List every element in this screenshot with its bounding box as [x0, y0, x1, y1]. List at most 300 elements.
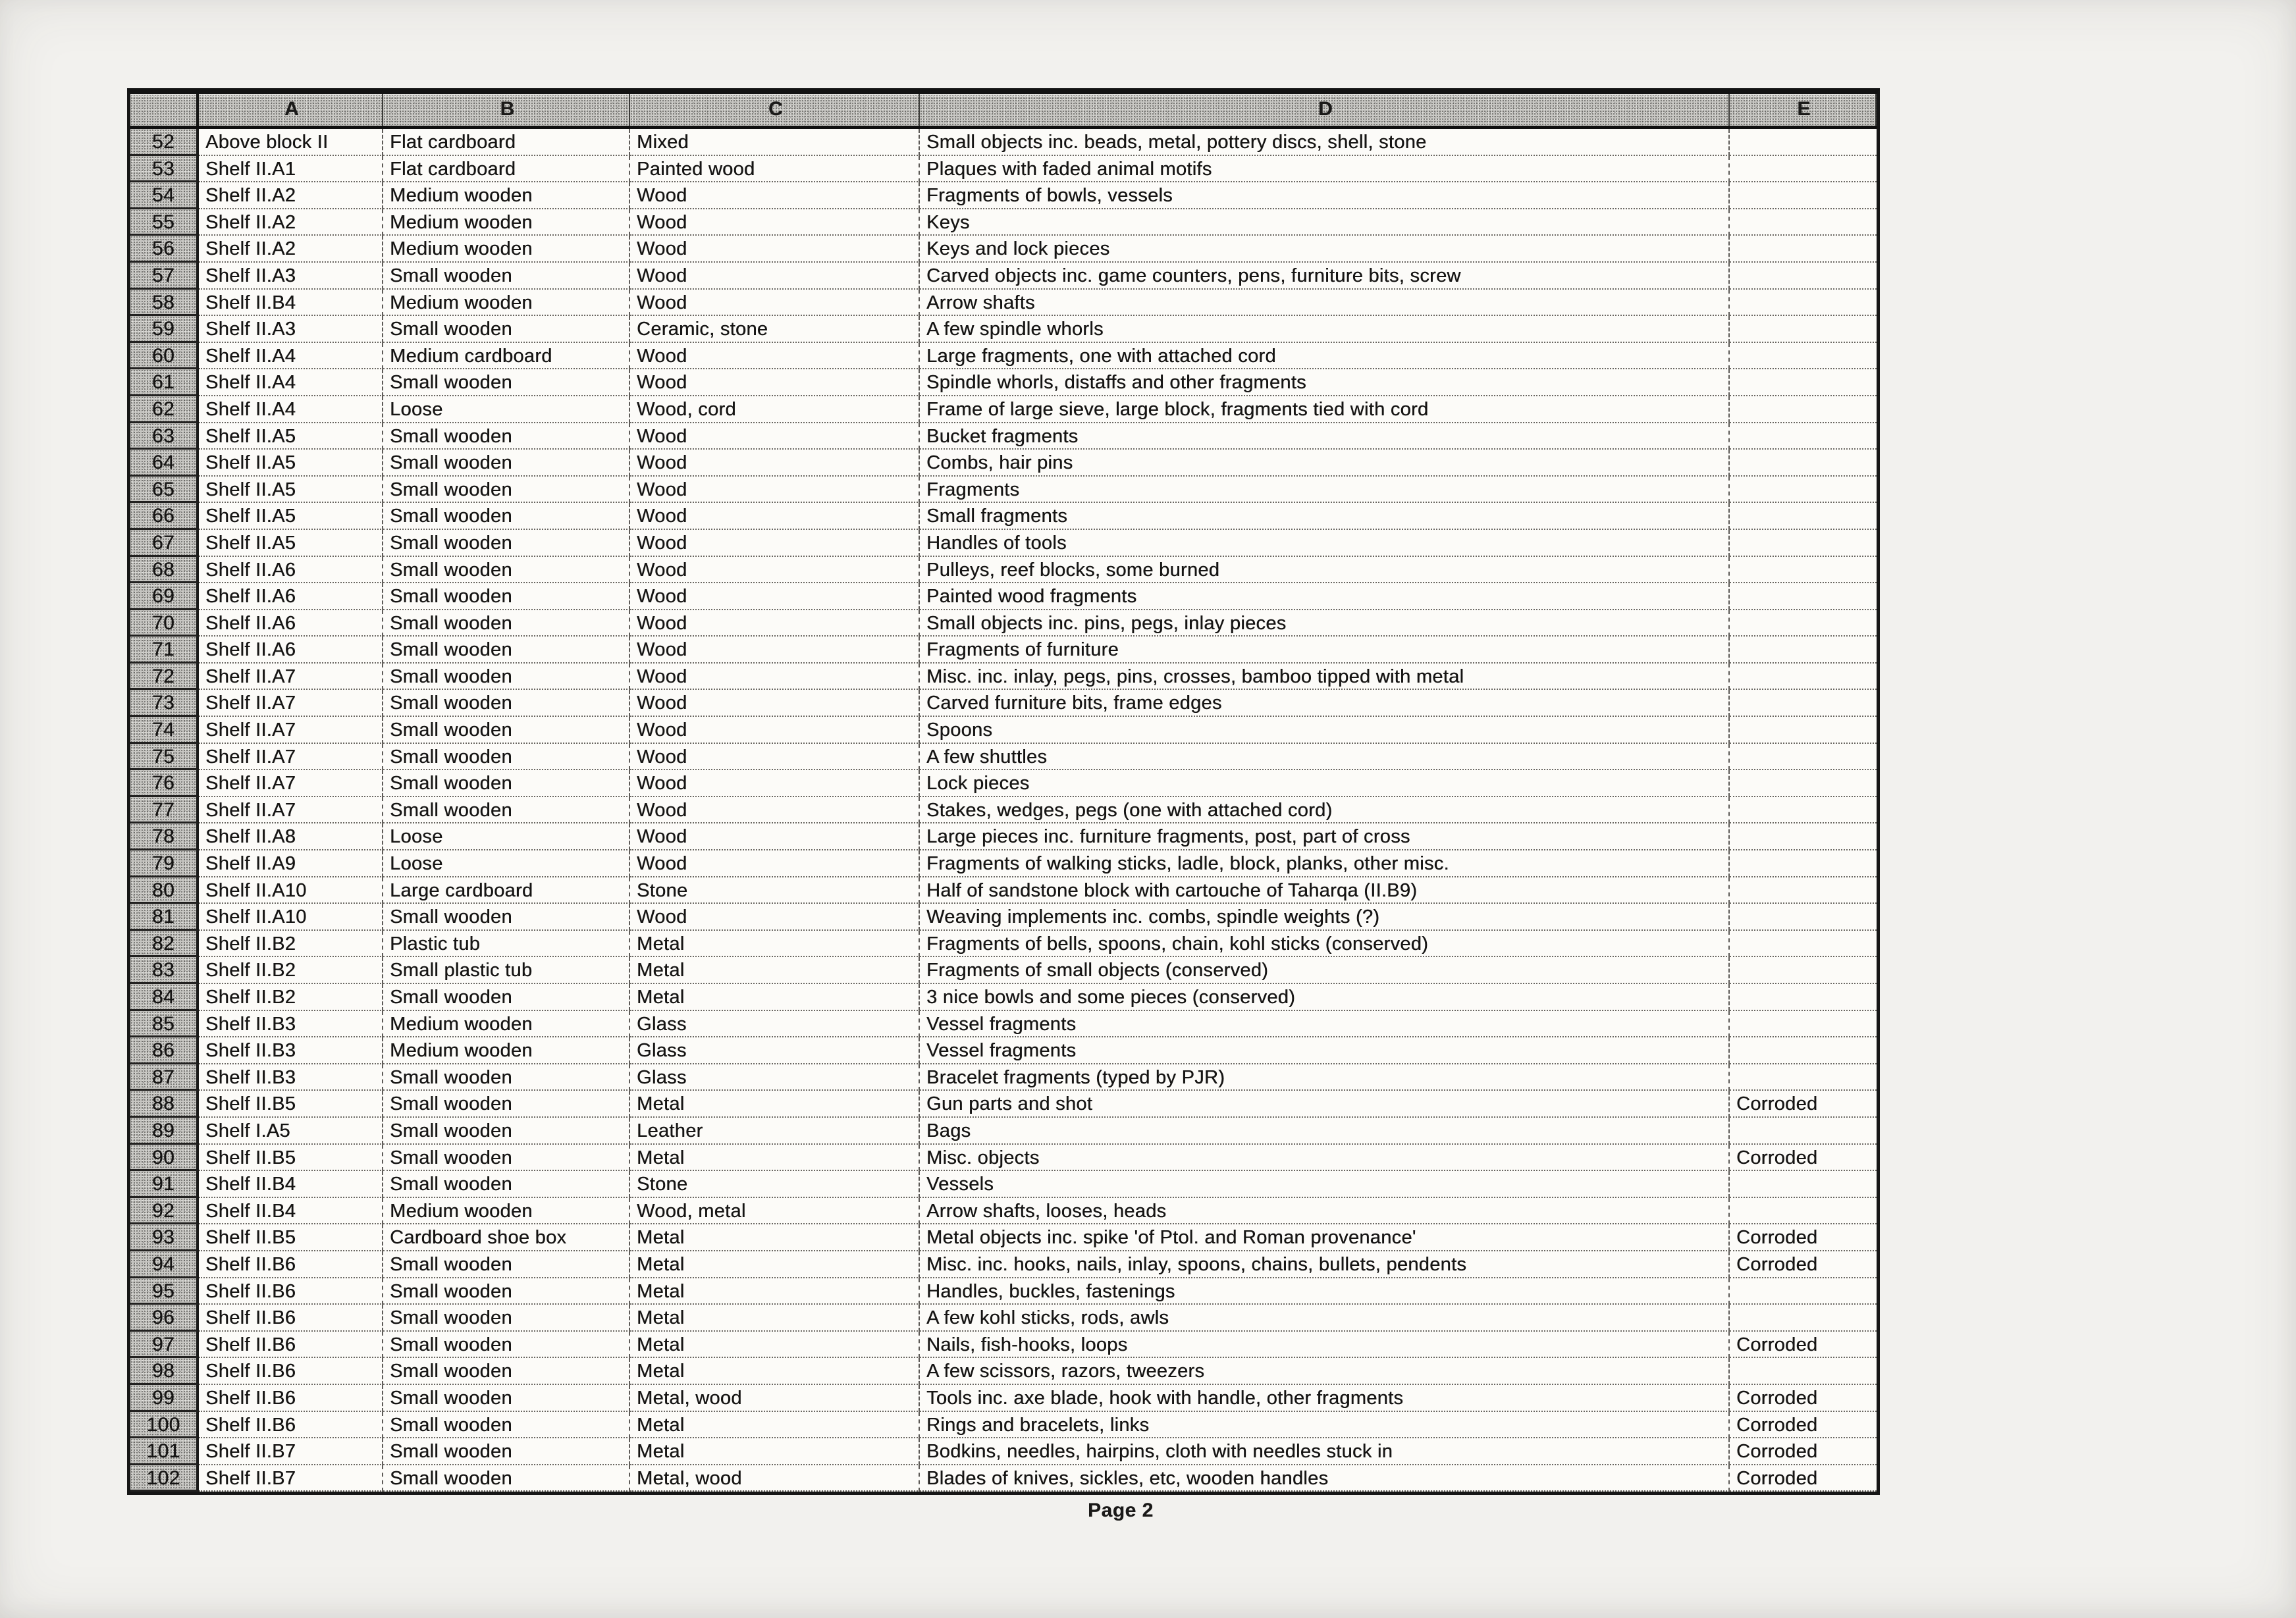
table-row — [130, 637, 1877, 664]
cell-container: Small wooden — [383, 1171, 630, 1198]
cell-material: Wood — [630, 530, 920, 557]
table-row — [130, 1118, 1877, 1145]
row-number: 75 — [130, 744, 199, 771]
cell-condition: Corroded — [1730, 1385, 1877, 1412]
cell-material: Wood — [630, 637, 920, 664]
cell-material: Wood — [630, 717, 920, 744]
row-number: 55 — [130, 209, 199, 236]
cell-container: Medium wooden — [383, 236, 630, 263]
column-header-e: E — [1730, 94, 1877, 126]
row-number: 96 — [130, 1305, 199, 1332]
cell-condition — [1730, 316, 1877, 343]
table-row — [130, 744, 1877, 771]
row-number: 97 — [130, 1332, 199, 1359]
cell-material: Metal — [630, 931, 920, 958]
cell-condition — [1730, 209, 1877, 236]
table-row — [130, 770, 1877, 797]
cell-container: Small wooden — [383, 503, 630, 530]
table-row — [130, 209, 1877, 236]
cell-condition — [1730, 1278, 1877, 1305]
cell-description: Frame of large sieve, large block, fragments tied with cord — [920, 396, 1730, 423]
row-number: 81 — [130, 904, 199, 931]
cell-material: Metal, wood — [630, 1465, 920, 1492]
row-number: 77 — [130, 797, 199, 824]
cell-location: Shelf II.A7 — [199, 744, 383, 771]
cell-container: Small wooden — [383, 423, 630, 450]
cell-container: Medium wooden — [383, 290, 630, 317]
cell-material: Wood — [630, 610, 920, 637]
cell-condition — [1730, 129, 1877, 156]
cell-location: Shelf II.B5 — [199, 1145, 383, 1172]
row-number: 93 — [130, 1224, 199, 1251]
cell-location: Shelf II.B6 — [199, 1358, 383, 1385]
cell-container: Small plastic tub — [383, 957, 630, 984]
cell-material: Metal — [630, 1305, 920, 1332]
cell-location: Shelf II.B6 — [199, 1332, 383, 1359]
row-number: 86 — [130, 1037, 199, 1064]
cell-condition: Corroded — [1730, 1332, 1877, 1359]
table-row — [130, 369, 1877, 396]
cell-container: Plastic tub — [383, 931, 630, 958]
row-number: 73 — [130, 690, 199, 717]
page-number: Page 2 — [1088, 1500, 1154, 1521]
table-row — [130, 530, 1877, 557]
table-row — [130, 182, 1877, 209]
table-row — [130, 503, 1877, 530]
cell-material: Metal — [630, 1278, 920, 1305]
row-number: 69 — [130, 583, 199, 610]
cell-condition — [1730, 369, 1877, 396]
cell-container: Small wooden — [383, 263, 630, 290]
row-number: 100 — [130, 1412, 199, 1439]
cell-location: Shelf II.A3 — [199, 316, 383, 343]
cell-description: Carved objects inc. game counters, pens, furniture bits, screw — [920, 263, 1730, 290]
cell-description: Fragments of bells, spoons, chain, kohl sticks (conserved) — [920, 931, 1730, 958]
row-number: 87 — [130, 1064, 199, 1091]
cell-location: Shelf II.B4 — [199, 1171, 383, 1198]
row-number: 65 — [130, 477, 199, 504]
cell-condition — [1730, 717, 1877, 744]
cell-condition — [1730, 1064, 1877, 1091]
cell-location: Above block II — [199, 129, 383, 156]
cell-description: Small objects inc. pins, pegs, inlay pieces — [920, 610, 1730, 637]
cell-material: Stone — [630, 1171, 920, 1198]
row-number: 61 — [130, 369, 199, 396]
table-row — [130, 316, 1877, 343]
cell-condition — [1730, 583, 1877, 610]
cell-description: Rings and bracelets, links — [920, 1412, 1730, 1439]
cell-material: Leather — [630, 1118, 920, 1145]
cell-location: Shelf II.A3 — [199, 263, 383, 290]
cell-location: Shelf II.B4 — [199, 1198, 383, 1225]
table-row — [130, 423, 1877, 450]
cell-material: Wood — [630, 182, 920, 209]
cell-container: Small wooden — [383, 690, 630, 717]
cell-description: Arrow shafts, looses, heads — [920, 1198, 1730, 1225]
table-row — [130, 957, 1877, 984]
cell-description: A few scissors, razors, tweezers — [920, 1358, 1730, 1385]
cell-location: Shelf II.B3 — [199, 1064, 383, 1091]
column-header-a: A — [199, 94, 383, 126]
cell-material: Wood — [630, 664, 920, 691]
cell-container: Small wooden — [383, 1332, 630, 1359]
row-number: 71 — [130, 637, 199, 664]
row-number: 92 — [130, 1198, 199, 1225]
table-row — [130, 904, 1877, 931]
row-number: 80 — [130, 877, 199, 904]
cell-condition — [1730, 156, 1877, 183]
table-row — [130, 1145, 1877, 1172]
table-row — [130, 823, 1877, 850]
cell-description: Small fragments — [920, 503, 1730, 530]
cell-condition — [1730, 503, 1877, 530]
cell-description: Vessels — [920, 1171, 1730, 1198]
cell-description: Metal objects inc. spike 'of Ptol. and Roman provenance' — [920, 1224, 1730, 1251]
cell-container: Cardboard shoe box — [383, 1224, 630, 1251]
cell-description: Stakes, wedges, pegs (one with attached cord) — [920, 797, 1730, 824]
cell-container: Small wooden — [383, 1465, 630, 1492]
cell-container: Small wooden — [383, 530, 630, 557]
row-number: 78 — [130, 823, 199, 850]
table-row — [130, 1091, 1877, 1118]
cell-condition — [1730, 877, 1877, 904]
cell-location: Shelf II.A7 — [199, 770, 383, 797]
cell-description: Combs, hair pins — [920, 450, 1730, 477]
cell-description: Fragments of walking sticks, ladle, block, planks, other misc. — [920, 850, 1730, 877]
table-row — [130, 1412, 1877, 1439]
cell-description: Vessel fragments — [920, 1011, 1730, 1038]
cell-container: Small wooden — [383, 583, 630, 610]
cell-container: Small wooden — [383, 1438, 630, 1465]
cell-container: Medium wooden — [383, 1011, 630, 1038]
cell-location: Shelf II.A2 — [199, 182, 383, 209]
cell-material: Metal — [630, 957, 920, 984]
cell-description: Bodkins, needles, hairpins, cloth with needles stuck in — [920, 1438, 1730, 1465]
cell-container: Flat cardboard — [383, 156, 630, 183]
cell-location: Shelf II.B5 — [199, 1091, 383, 1118]
cell-container: Small wooden — [383, 904, 630, 931]
row-number: 94 — [130, 1251, 199, 1278]
cell-location: Shelf II.A5 — [199, 450, 383, 477]
cell-container: Small wooden — [383, 1064, 630, 1091]
cell-location: Shelf II.A2 — [199, 236, 383, 263]
cell-material: Wood — [630, 263, 920, 290]
row-number: 85 — [130, 1011, 199, 1038]
row-number: 63 — [130, 423, 199, 450]
cell-material: Wood — [630, 503, 920, 530]
cell-location: Shelf II.A9 — [199, 850, 383, 877]
cell-condition: Corroded — [1730, 1251, 1877, 1278]
cell-material: Metal — [630, 1224, 920, 1251]
cell-container: Small wooden — [383, 1251, 630, 1278]
row-number: 58 — [130, 290, 199, 317]
cell-location: Shelf II.B6 — [199, 1385, 383, 1412]
cell-material: Painted wood — [630, 156, 920, 183]
cell-container: Small wooden — [383, 984, 630, 1011]
cell-location: Shelf II.B6 — [199, 1251, 383, 1278]
cell-material: Wood — [630, 236, 920, 263]
cell-location: Shelf II.B6 — [199, 1305, 383, 1332]
cell-condition — [1730, 477, 1877, 504]
table-row — [130, 1224, 1877, 1251]
cell-container: Small wooden — [383, 1385, 630, 1412]
cell-condition — [1730, 423, 1877, 450]
row-number: 98 — [130, 1358, 199, 1385]
cell-container: Small wooden — [383, 744, 630, 771]
cell-material: Metal — [630, 1091, 920, 1118]
cell-description: Keys — [920, 209, 1730, 236]
table-row — [130, 236, 1877, 263]
cell-description: Carved furniture bits, frame edges — [920, 690, 1730, 717]
cell-container: Small wooden — [383, 637, 630, 664]
column-header-c: C — [630, 94, 920, 126]
cell-location: Shelf II.A5 — [199, 423, 383, 450]
table-row — [130, 129, 1877, 156]
row-number: 79 — [130, 850, 199, 877]
cell-material: Glass — [630, 1011, 920, 1038]
column-header-b: B — [383, 94, 630, 126]
cell-location: Shelf II.A6 — [199, 610, 383, 637]
table-row — [130, 717, 1877, 744]
cell-material: Wood — [630, 797, 920, 824]
cell-description: Bags — [920, 1118, 1730, 1145]
cell-container: Loose — [383, 823, 630, 850]
cell-material: Wood, metal — [630, 1198, 920, 1225]
cell-material: Metal — [630, 1251, 920, 1278]
table-row — [130, 557, 1877, 584]
row-number: 64 — [130, 450, 199, 477]
table-row — [130, 156, 1877, 183]
row-number: 83 — [130, 957, 199, 984]
column-header-d: D — [920, 94, 1730, 126]
cell-container: Small wooden — [383, 316, 630, 343]
cell-description: Fragments of bowls, vessels — [920, 182, 1730, 209]
cell-condition — [1730, 1171, 1877, 1198]
cell-container: Small wooden — [383, 1412, 630, 1439]
cell-condition — [1730, 610, 1877, 637]
row-number: 67 — [130, 530, 199, 557]
cell-material: Metal — [630, 984, 920, 1011]
cell-description: Plaques with faded animal motifs — [920, 156, 1730, 183]
table-row — [130, 610, 1877, 637]
cell-condition — [1730, 182, 1877, 209]
cell-container: Small wooden — [383, 770, 630, 797]
cell-description: Tools inc. axe blade, hook with handle, other fragments — [920, 1385, 1730, 1412]
table-row — [130, 1332, 1877, 1359]
table-row — [130, 690, 1877, 717]
table-row — [130, 263, 1877, 290]
cell-location: Shelf II.B2 — [199, 931, 383, 958]
cell-container: Small wooden — [383, 557, 630, 584]
cell-description: Fragments — [920, 477, 1730, 504]
cell-location: Shelf II.B6 — [199, 1278, 383, 1305]
cell-condition — [1730, 637, 1877, 664]
table-row — [130, 343, 1877, 370]
table-row — [130, 984, 1877, 1011]
cell-description: Misc. inc. hooks, nails, inlay, spoons, chains, bullets, pendents — [920, 1251, 1730, 1278]
cell-condition — [1730, 396, 1877, 423]
cell-material: Mixed — [630, 129, 920, 156]
cell-condition — [1730, 797, 1877, 824]
cell-description: Gun parts and shot — [920, 1091, 1730, 1118]
cell-condition — [1730, 236, 1877, 263]
cell-material: Wood — [630, 823, 920, 850]
cell-condition — [1730, 290, 1877, 317]
table-row — [130, 877, 1877, 904]
cell-description: Vessel fragments — [920, 1037, 1730, 1064]
cell-condition — [1730, 1011, 1877, 1038]
cell-description: A few shuttles — [920, 744, 1730, 771]
cell-location: Shelf II.A7 — [199, 797, 383, 824]
cell-location: Shelf II.A4 — [199, 396, 383, 423]
cell-description: Keys and lock pieces — [920, 236, 1730, 263]
row-number: 90 — [130, 1145, 199, 1172]
cell-condition: Corroded — [1730, 1438, 1877, 1465]
cell-condition — [1730, 1198, 1877, 1225]
row-number: 102 — [130, 1465, 199, 1492]
cell-material: Metal — [630, 1358, 920, 1385]
row-number: 82 — [130, 931, 199, 958]
cell-description: A few spindle whorls — [920, 316, 1730, 343]
table-row — [130, 450, 1877, 477]
table-row — [130, 477, 1877, 504]
cell-condition — [1730, 450, 1877, 477]
cell-location: Shelf II.A7 — [199, 717, 383, 744]
row-number: 60 — [130, 343, 199, 370]
cell-description: Blades of knives, sickles, etc, wooden handles — [920, 1465, 1730, 1492]
cell-container: Small wooden — [383, 1358, 630, 1385]
cell-description: Half of sandstone block with cartouche of Taharqa (II.B9) — [920, 877, 1730, 904]
cell-location: Shelf II.B2 — [199, 957, 383, 984]
cell-location: Shelf II.A6 — [199, 557, 383, 584]
cell-description: Spindle whorls, distaffs and other fragments — [920, 369, 1730, 396]
cell-location: Shelf II.B7 — [199, 1465, 383, 1492]
row-number: 70 — [130, 610, 199, 637]
cell-condition — [1730, 557, 1877, 584]
cell-container: Small wooden — [383, 1091, 630, 1118]
cell-location: Shelf II.B4 — [199, 290, 383, 317]
cell-description: A few kohl sticks, rods, awls — [920, 1305, 1730, 1332]
cell-container: Small wooden — [383, 450, 630, 477]
cell-location: Shelf II.A10 — [199, 904, 383, 931]
table-row — [130, 1198, 1877, 1225]
cell-condition — [1730, 1358, 1877, 1385]
cell-condition — [1730, 263, 1877, 290]
cell-condition — [1730, 904, 1877, 931]
cell-condition: Corroded — [1730, 1465, 1877, 1492]
cell-description: 3 nice bowls and some pieces (conserved) — [920, 984, 1730, 1011]
cell-description: Large pieces inc. furniture fragments, post, part of cross — [920, 823, 1730, 850]
cell-container: Small wooden — [383, 717, 630, 744]
table-row — [130, 1171, 1877, 1198]
cell-material: Wood — [630, 690, 920, 717]
cell-material: Wood — [630, 850, 920, 877]
cell-container: Medium wooden — [383, 209, 630, 236]
cell-condition — [1730, 823, 1877, 850]
cell-material: Metal — [630, 1145, 920, 1172]
cell-description: Bucket fragments — [920, 423, 1730, 450]
cell-description: Small objects inc. beads, metal, pottery discs, shell, stone — [920, 129, 1730, 156]
cell-location: Shelf II.A5 — [199, 530, 383, 557]
cell-material: Ceramic, stone — [630, 316, 920, 343]
cell-description: Handles of tools — [920, 530, 1730, 557]
cell-material: Wood — [630, 369, 920, 396]
cell-condition — [1730, 1118, 1877, 1145]
cell-material: Wood — [630, 770, 920, 797]
row-number: 74 — [130, 717, 199, 744]
cell-condition: Corroded — [1730, 1091, 1877, 1118]
row-number: 59 — [130, 316, 199, 343]
cell-description: Misc. inc. inlay, pegs, pins, crosses, bamboo tipped with metal — [920, 664, 1730, 691]
cell-location: Shelf II.A10 — [199, 877, 383, 904]
cell-description: Arrow shafts — [920, 290, 1730, 317]
cell-condition — [1730, 1037, 1877, 1064]
cell-material: Stone — [630, 877, 920, 904]
cell-material: Wood — [630, 557, 920, 584]
cell-condition — [1730, 690, 1877, 717]
table-row — [130, 1064, 1877, 1091]
table-row — [130, 1438, 1877, 1465]
table-row — [130, 583, 1877, 610]
cell-container: Small wooden — [383, 1305, 630, 1332]
table-row — [130, 1037, 1877, 1064]
table-row — [130, 1465, 1877, 1492]
cell-container: Small wooden — [383, 1278, 630, 1305]
table-row — [130, 1385, 1877, 1412]
cell-description: Pulleys, reef blocks, some burned — [920, 557, 1730, 584]
row-number: 66 — [130, 503, 199, 530]
cell-material: Wood — [630, 209, 920, 236]
row-number: 91 — [130, 1171, 199, 1198]
cell-material: Wood — [630, 450, 920, 477]
spreadsheet-table — [127, 88, 1880, 1495]
cell-material: Wood — [630, 744, 920, 771]
cell-description: Nails, fish-hooks, loops — [920, 1332, 1730, 1359]
cell-location: Shelf I.A5 — [199, 1118, 383, 1145]
cell-location: Shelf II.A4 — [199, 369, 383, 396]
row-number: 84 — [130, 984, 199, 1011]
table-row — [130, 664, 1877, 691]
cell-description: Bracelet fragments (typed by PJR) — [920, 1064, 1730, 1091]
cell-container: Small wooden — [383, 664, 630, 691]
row-number: 95 — [130, 1278, 199, 1305]
cell-material: Wood — [630, 290, 920, 317]
cell-container: Flat cardboard — [383, 129, 630, 156]
cell-condition — [1730, 850, 1877, 877]
cell-container: Medium wooden — [383, 1037, 630, 1064]
cell-location: Shelf II.A6 — [199, 637, 383, 664]
cell-description: Fragments of small objects (conserved) — [920, 957, 1730, 984]
cell-location: Shelf II.A5 — [199, 477, 383, 504]
row-number: 62 — [130, 396, 199, 423]
cell-description: Misc. objects — [920, 1145, 1730, 1172]
table-row — [130, 1305, 1877, 1332]
cell-container: Small wooden — [383, 1145, 630, 1172]
cell-description: Painted wood fragments — [920, 583, 1730, 610]
cell-description: Large fragments, one with attached cord — [920, 343, 1730, 370]
cell-condition: Corroded — [1730, 1412, 1877, 1439]
table-row — [130, 850, 1877, 877]
cell-location: Shelf II.B7 — [199, 1438, 383, 1465]
cell-material: Wood — [630, 477, 920, 504]
table-row — [130, 1358, 1877, 1385]
cell-location: Shelf II.A2 — [199, 209, 383, 236]
cell-material: Wood — [630, 343, 920, 370]
cell-material: Wood, cord — [630, 396, 920, 423]
cell-material: Glass — [630, 1037, 920, 1064]
row-number: 72 — [130, 664, 199, 691]
cell-location: Shelf II.B3 — [199, 1011, 383, 1038]
